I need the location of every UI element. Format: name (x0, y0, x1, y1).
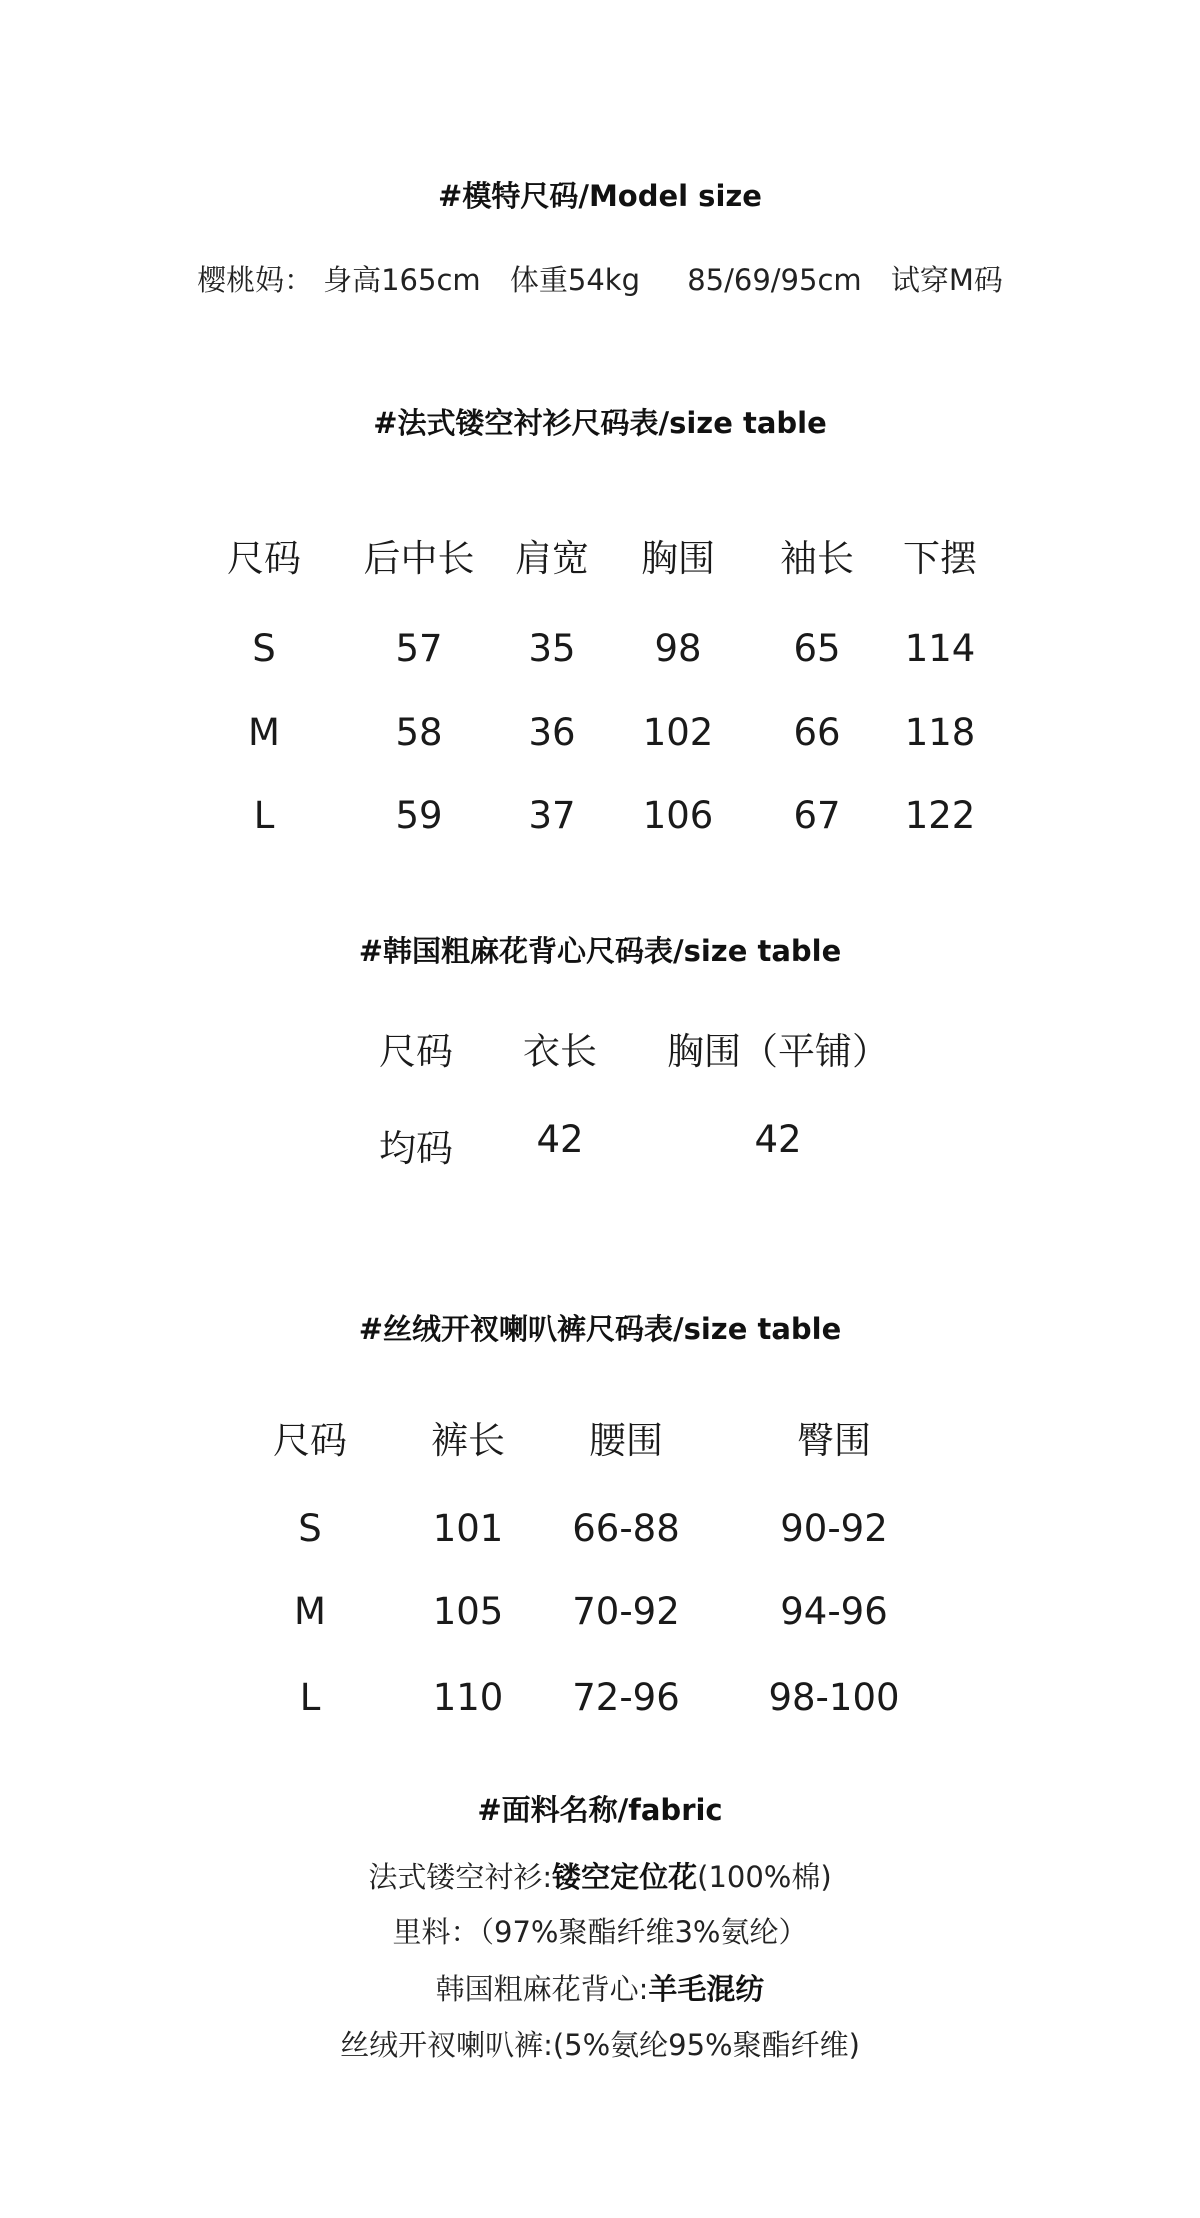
table-cell: 66-88 (572, 1507, 680, 1550)
table-cell: 122 (904, 794, 976, 837)
table-header-cell: 腰围 (589, 1419, 663, 1462)
table-cell: 101 (432, 1507, 504, 1550)
table-header-cell: 裤长 (431, 1419, 505, 1462)
table-cell: S (298, 1507, 322, 1550)
table-cell: 35 (528, 627, 576, 670)
table-cell: L (253, 794, 275, 837)
model-name: 樱桃妈： (197, 263, 314, 297)
fabric-composition: (100%棉) (697, 1860, 832, 1894)
fabric-line-shirt (0, 1855, 1200, 1896)
model-measurements: 85/69/95cm (687, 263, 862, 297)
model-trial-size: 试穿M码 (890, 263, 1003, 297)
table-header-cell: 后中长 (363, 537, 475, 580)
model-weight: 体重54kg (509, 263, 640, 297)
pants-size-table-heading: #丝绒开衩喇叭裤尺码表/size table (358, 1312, 842, 1346)
table-header-cell: 胸围（平铺） (667, 1030, 889, 1073)
fabric-line-pants: 丝绒开衩喇叭裤:(5%氨纶95%聚酯纤维) (340, 2028, 860, 2062)
table-cell: 98 (654, 627, 702, 670)
table-header-cell: 尺码 (227, 537, 301, 580)
model-height: 身高165cm (323, 263, 481, 297)
table-cell: 70-92 (572, 1590, 680, 1633)
table-cell: 66 (793, 711, 841, 754)
table-cell: 37 (528, 794, 576, 837)
fabric-highlight: 羊毛混纺 (648, 1972, 765, 2006)
fabric-line-lining: 里料：（97%聚酯纤维3%氨纶） (392, 1915, 808, 1949)
fabric-label: 法式镂空衬衫: (368, 1860, 553, 1894)
table-header-cell: 肩宽 (515, 537, 589, 580)
table-header-cell: 衣长 (523, 1030, 597, 1073)
table-cell: 114 (904, 627, 976, 670)
table-cell: 57 (395, 627, 443, 670)
table-cell: 均码 (379, 1127, 453, 1170)
table-cell: 67 (793, 794, 841, 837)
table-cell: 42 (536, 1118, 584, 1161)
table-header-cell: 臀围 (797, 1419, 871, 1462)
table-cell: M (248, 711, 280, 754)
table-cell: 118 (904, 711, 976, 754)
model-size-heading: #模特尺码/Model size (438, 179, 762, 213)
table-header-cell: 尺码 (273, 1419, 347, 1462)
table-cell: 42 (754, 1118, 802, 1161)
shirt-size-table-heading: #法式镂空衬衫尺码表/size table (373, 406, 827, 440)
fabric-heading: #面料名称/fabric (477, 1793, 723, 1827)
table-cell: M (294, 1590, 326, 1633)
table-cell: 58 (395, 711, 443, 754)
table-cell: 59 (395, 794, 443, 837)
table-cell: 65 (793, 627, 841, 670)
table-cell: S (252, 627, 276, 670)
table-cell: 94-96 (780, 1590, 888, 1633)
fabric-highlight: 镂空定位花 (552, 1860, 698, 1894)
vest-size-table-heading: #韩国粗麻花背心尺码表/size table (358, 934, 842, 968)
table-cell: 36 (528, 711, 576, 754)
table-header-cell: 下摆 (903, 537, 977, 580)
table-cell: 90-92 (780, 1507, 888, 1550)
fabric-line-vest (0, 1967, 1200, 2008)
model-info-line (0, 258, 1200, 299)
table-cell: 102 (642, 711, 714, 754)
table-cell: L (299, 1676, 321, 1719)
table-header-cell: 尺码 (379, 1030, 453, 1073)
table-cell: 110 (432, 1676, 504, 1719)
table-cell: 105 (432, 1590, 504, 1633)
table-header-cell: 胸围 (641, 537, 715, 580)
table-header-cell: 袖长 (780, 537, 854, 580)
table-cell: 98-100 (768, 1676, 900, 1719)
table-cell: 72-96 (572, 1676, 680, 1719)
table-cell: 106 (642, 794, 714, 837)
fabric-label: 韩国粗麻花背心: (435, 1972, 649, 2006)
